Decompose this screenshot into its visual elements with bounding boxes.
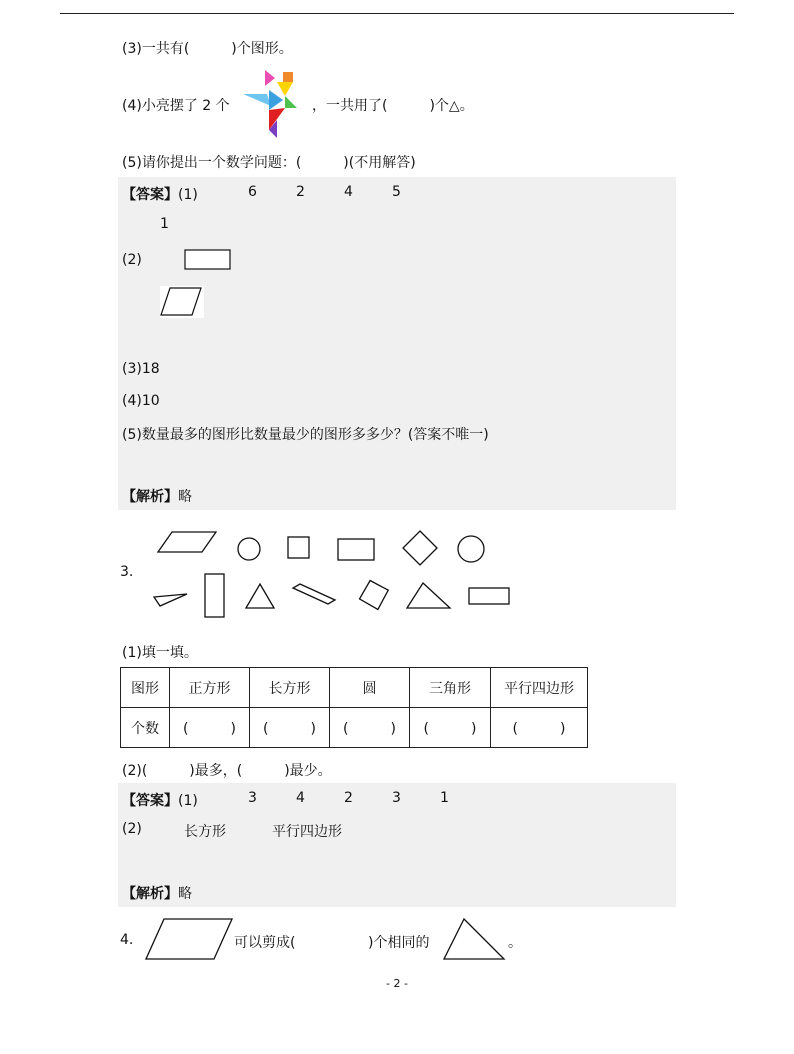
table-cell: 平行四边形: [491, 668, 588, 708]
parallelogram-shape: [158, 532, 216, 552]
q3-fill-table: [120, 667, 588, 748]
rectangle-tilted-shape: [293, 584, 335, 604]
triangle-shape: [246, 584, 274, 608]
q4-text-a: 可以剪成(: [234, 935, 296, 951]
rectangle-shape: [469, 588, 509, 604]
q2-answer-value: 5: [392, 184, 401, 200]
table-cell: 圆: [330, 668, 410, 708]
parallelogram-shape-image: [160, 286, 204, 318]
q3-part2: (2)( )最多，( )最少。: [122, 763, 332, 779]
triangle-shape-image: [442, 917, 508, 963]
q2-part3: (3)一共有( )个图形。: [122, 41, 293, 57]
q3-answer-value: 4: [296, 790, 305, 806]
q3-answer-line2-label: (2): [122, 821, 142, 837]
blank-cell[interactable]: ( ): [250, 708, 330, 748]
table-cell: 正方形: [170, 668, 250, 708]
q4-text-b: )个相同的: [368, 935, 430, 951]
q3-answer-value: 3: [248, 790, 257, 806]
header-rule: [60, 13, 734, 14]
blank-cell[interactable]: ( ): [170, 708, 250, 748]
q2-answer-box: [118, 177, 676, 510]
square-tilted-shape: [356, 577, 393, 614]
table-row: [121, 668, 588, 708]
table-cell: 长方形: [250, 668, 330, 708]
parallelogram-shape-image: [144, 917, 236, 961]
q2-part4-text-b: ，一共用了( )个△。: [312, 98, 474, 114]
q3-number: 3.: [120, 564, 134, 580]
q3-answer-line1: 【答案】(1): [122, 793, 198, 809]
q3-analysis: 【解析】略: [122, 886, 192, 902]
q3-answer-value: 2: [344, 790, 353, 806]
q3-answer-value: 3: [392, 790, 401, 806]
q2-answer-value: 1: [160, 216, 169, 232]
q2-analysis: 【解析】略: [122, 489, 192, 505]
q2-answer-line2-label: (2): [122, 252, 142, 268]
table-cell: 图形: [121, 668, 170, 708]
rectangle-shape: [338, 539, 374, 560]
q3-answer-value: 长方形: [184, 824, 226, 840]
triangle-shape: [407, 583, 450, 608]
q4-text-c: 。: [508, 935, 522, 951]
blank-cell[interactable]: ( ): [330, 708, 410, 748]
q2-answer-line3: (3)18: [122, 361, 160, 377]
q2-answer-line4: (4)10: [122, 393, 160, 409]
blank-cell[interactable]: ( ): [491, 708, 588, 748]
q2-answer-line1: 【答案】(1): [122, 187, 198, 203]
q2-answer-value: 2: [296, 184, 305, 200]
q2-answer-value: 4: [344, 184, 353, 200]
circle-shape: [458, 536, 484, 562]
blank-cell[interactable]: ( ): [410, 708, 491, 748]
table-row: [121, 708, 588, 748]
q3-answer-value: 平行四边形: [272, 824, 342, 840]
q3-shapes-figure: [150, 528, 520, 623]
square-shape: [288, 537, 309, 558]
page-number: - 2 -: [386, 977, 408, 990]
tangram-figure-image: [243, 70, 313, 140]
q4-number: 4.: [120, 932, 134, 948]
answer-tag: 【答案】: [122, 187, 178, 203]
q2-part4-text-a: (4)小亮摆了 2 个: [122, 98, 230, 114]
q3-answer-value: 1: [440, 790, 449, 806]
rectangle-shape: [205, 574, 224, 617]
table-cell: 三角形: [410, 668, 491, 708]
table-cell: 个数: [121, 708, 170, 748]
q2-answer-line5: (5)数量最多的图形比数量最少的图形多多少？(答案不唯一): [122, 427, 489, 443]
q2-answer-value: 6: [248, 184, 257, 200]
q2-part5: (5)请你提出一个数学问题：( )(不用解答): [122, 155, 416, 171]
rectangle-shape-image: [184, 249, 232, 271]
square-rotated-shape: [403, 531, 437, 565]
q3-part1: (1)填一填。: [122, 645, 198, 661]
triangle-shape: [154, 594, 187, 606]
circle-shape: [238, 538, 260, 560]
